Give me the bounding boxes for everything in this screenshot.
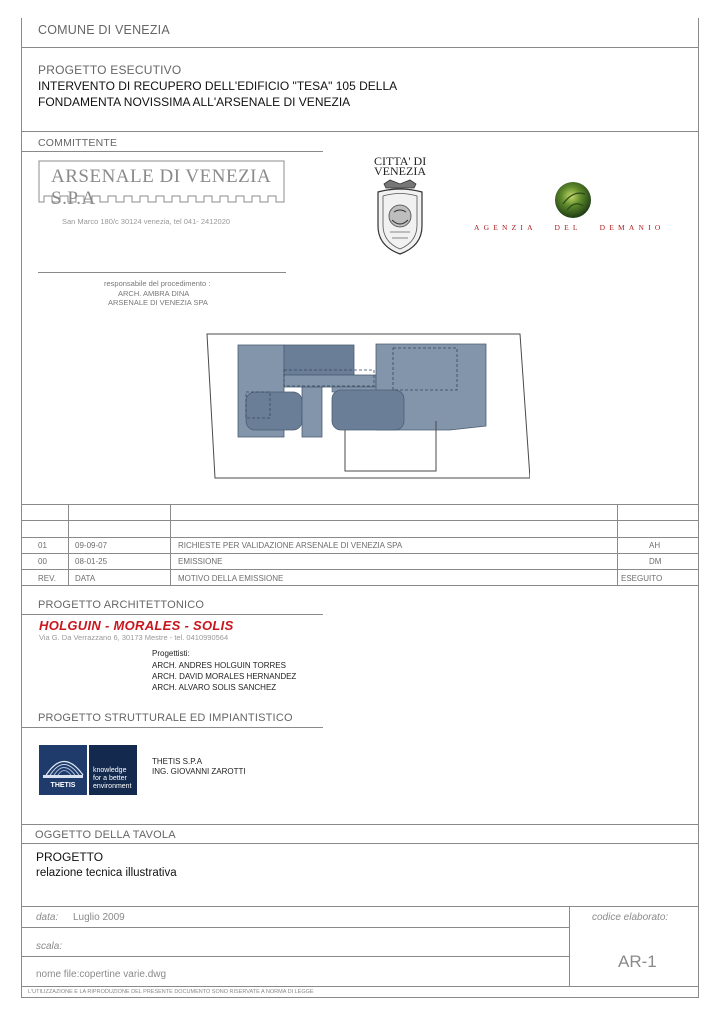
divider <box>21 906 698 907</box>
divider <box>21 927 569 928</box>
progetto-title-line2: FONDAMENTA NOVISSIMA ALL'ARSENALE DI VENEZIA <box>38 95 351 109</box>
progettisti-label: Progettisti: <box>152 649 190 658</box>
citta-line2: VENEZIA <box>374 164 426 178</box>
arsenale-address: San Marco 180/c 30124 venezia, tel 041- 2412020 <box>62 217 231 226</box>
responsabile-label: responsabile del procedimento : <box>104 279 211 288</box>
frame-left <box>21 18 22 998</box>
thetis-tagline: for a better <box>93 775 127 782</box>
firm-address: Via G. Da Verrazzano 6, 30173 Mestre - tel. 0410990564 <box>39 633 229 642</box>
divider <box>569 906 570 986</box>
nome-file: nome file:copertine varie.dwg <box>36 969 167 980</box>
committente-label: COMMITTENTE <box>38 137 118 149</box>
table-row-eseguito: DM <box>649 557 662 566</box>
divider <box>21 585 698 586</box>
column-header-eseguito: ESEGUITO <box>621 574 663 583</box>
divider <box>21 843 698 844</box>
strutturale-label: PROGETTO STRUTTURALE ED IMPIANTISTICO <box>38 712 293 724</box>
divider <box>68 504 69 585</box>
column-header-rev: REV. <box>38 574 56 583</box>
progettista-item: ARCH. ALVARO SOLIS SANCHEZ <box>152 683 277 692</box>
progettista-item: ARCH. ANDRES HOLGUIN TORRES <box>152 661 286 670</box>
codice-value: AR-1 <box>618 952 657 971</box>
data-value: Luglio 2009 <box>73 912 125 923</box>
divider <box>21 553 698 554</box>
divider <box>21 537 698 538</box>
divider <box>617 504 618 585</box>
strutturale-engineer: ING. GIOVANNI ZAROTTI <box>152 767 246 776</box>
column-header-motivo: MOTIVO DELLA EMISSIONE <box>178 574 284 583</box>
site-plan <box>200 330 530 480</box>
oggetto-subtitle: relazione tecnica illustrativa <box>36 867 177 879</box>
divider <box>21 131 698 132</box>
table-row-eseguito: AH <box>649 541 661 550</box>
responsabile-org: ARSENALE DI VENEZIA SPA <box>108 298 208 307</box>
thetis-logo <box>39 745 137 795</box>
progettista-item: ARCH. DAVID MORALES HERNANDEZ <box>152 672 297 681</box>
divider <box>21 986 698 987</box>
disclaimer: L'UTILIZZAZIONE E LA RIPRODUZIONE DEL PRESENTE DOCUMENTO SONO RISERVATE A NORMA DI LEGGE <box>28 989 314 995</box>
table-row-motivo: RICHIESTE PER VALIDAZIONE ARSENALE DI VENEZIA SPA <box>178 541 403 550</box>
divider <box>21 824 698 825</box>
table-row-motivo: EMISSIONE <box>178 557 223 566</box>
divider <box>21 727 323 728</box>
arsenale-logo-text: ARSENALE DI VENEZIA S.P.A <box>51 166 271 209</box>
scala-label: scala: <box>36 941 63 952</box>
comune-title: COMUNE DI VENEZIA <box>38 23 170 37</box>
progetto-label: PROGETTO ESECUTIVO <box>38 63 182 77</box>
divider <box>21 151 323 152</box>
thetis-logo-left <box>39 745 87 795</box>
progetto-title-line1: INTERVENTO DI RECUPERO DELL'EDIFICIO "TESA" 105 DELLA <box>38 79 398 93</box>
citta-line1: CITTA' DI <box>374 154 427 168</box>
table-row-rev: 00 <box>38 557 47 566</box>
arsenale-logo <box>38 160 286 214</box>
divider <box>38 272 286 273</box>
divider <box>21 997 698 998</box>
table-row-data: 08-01-25 <box>75 557 108 566</box>
thetis-logo-right <box>89 745 137 795</box>
oggetto-title: PROGETTO <box>36 850 104 864</box>
thetis-tagline: knowledge <box>93 767 127 774</box>
divider <box>21 956 569 957</box>
divider <box>21 614 323 615</box>
venezia-crest-icon <box>370 154 430 258</box>
demanio-logo <box>553 180 593 220</box>
site-plan-drawing <box>200 330 530 480</box>
column-header-data: DATA <box>75 574 96 583</box>
table-row-data: 09-09-07 <box>75 541 108 550</box>
citta-venezia-logo <box>370 154 430 258</box>
divider <box>21 569 698 570</box>
oggetto-label: OGGETTO DELLA TAVOLA <box>35 829 176 841</box>
responsabile-name: ARCH. AMBRA DINA <box>118 289 190 298</box>
divider <box>21 520 698 521</box>
firm-name: HOLGUIN - MORALES - SOLIS <box>39 618 234 633</box>
strutturale-company: THETIS S.P.A <box>152 757 203 766</box>
codice-label: codice elaborato: <box>592 912 669 923</box>
thetis-logo-name: THETIS <box>50 782 76 789</box>
divider <box>21 47 698 48</box>
demanio-leaf-icon <box>553 180 593 220</box>
table-row-rev: 01 <box>38 541 47 550</box>
frame-right <box>698 18 699 998</box>
architettonico-label: PROGETTO ARCHITETTONICO <box>38 599 205 611</box>
data-label: data: <box>36 912 59 923</box>
demanio-text: AGENZIA DEL DEMANIO <box>474 223 665 232</box>
thetis-dome-icon <box>39 745 87 783</box>
thetis-tagline: environment <box>93 783 132 790</box>
divider <box>21 504 698 505</box>
divider <box>170 504 171 585</box>
